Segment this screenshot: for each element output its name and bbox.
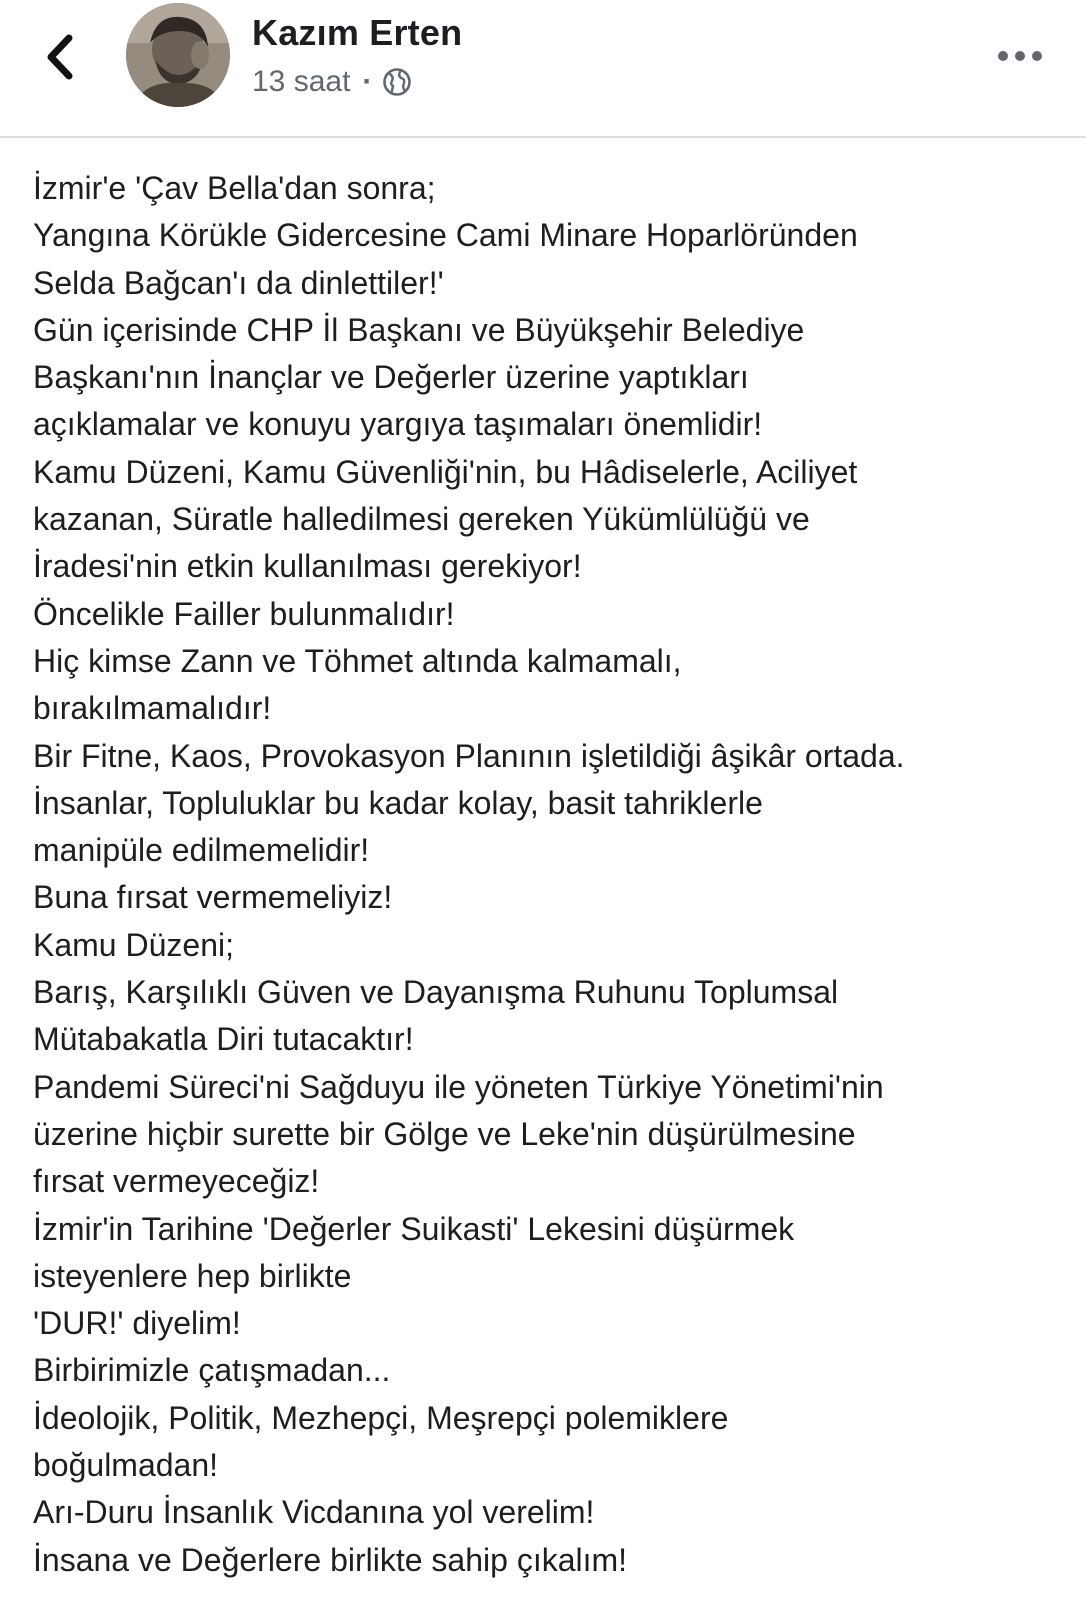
post-line: Başkanı'nın İnançlar ve Değerler üzerine yaptıkları bbox=[33, 359, 749, 396]
post-line: Buna fırsat vermemeliyiz! bbox=[33, 879, 393, 916]
post-header bbox=[0, 0, 1086, 138]
post-line: Hiç kimse Zann ve Töhmet altında kalmamalı, bbox=[33, 642, 682, 679]
post-line: Yangına Körükle Gidercesine Cami Minare Hoparlöründen bbox=[33, 217, 858, 254]
post-line: Barış, Karşılıklı Güven ve Dayanışma Ruhunu Toplumsal bbox=[33, 974, 839, 1011]
post-meta bbox=[252, 62, 412, 102]
post-line: Gün içerisinde CHP İl Başkanı ve Büyükşehir Belediye bbox=[33, 311, 805, 348]
post-line: açıklamalar ve konuyu yargıya taşımaları önemlidir! bbox=[33, 406, 763, 443]
post-line: Selda Bağcan'ı da dinlettiler!' bbox=[33, 264, 444, 301]
post-line: Birbirimizle çatışmadan... bbox=[33, 1352, 391, 1389]
post-line: Arı-Duru İnsanlık Vicdanına yol verelim! bbox=[33, 1494, 595, 1531]
post-line: İradesi'nin etkin kullanılması gerekiyor! bbox=[33, 548, 582, 585]
post-line: kazanan, Süratle halledilmesi gereken Yükümlülüğü ve bbox=[33, 501, 810, 538]
post-line: İnsana ve Değerlere birlikte sahip çıkalım! bbox=[33, 1541, 628, 1578]
profile-avatar bbox=[126, 3, 230, 107]
author-name[interactable]: Kazım Erten bbox=[252, 12, 463, 53]
post-line: Kamu Düzeni, Kamu Güvenliği'nin, bu Hâdiselerle, Aciliyet bbox=[33, 453, 858, 490]
post-line: İzmir'in Tarihine 'Değerler Suikasti' Lekesini düşürmek bbox=[33, 1210, 795, 1247]
post-line: 'DUR!' diyelim! bbox=[33, 1305, 241, 1342]
post-line: Bir Fitne, Kaos, Provokasyon Planının işletildiği âşikâr ortada. bbox=[33, 737, 905, 774]
post-line: İnsanlar, Topluluklar bu kadar kolay, basit tahriklerle bbox=[33, 784, 763, 821]
chevron-left-icon bbox=[43, 32, 77, 82]
avatar[interactable] bbox=[126, 3, 230, 107]
post-line: Öncelikle Failler bulunmalıdır! bbox=[33, 595, 455, 632]
post-line: İzmir'e 'Çav Bella'dan sonra; bbox=[33, 170, 436, 206]
post-line: fırsat vermeyeceğiz! bbox=[33, 1163, 320, 1200]
post-line: Kamu Düzeni; bbox=[33, 926, 234, 963]
more-options-button[interactable] bbox=[990, 36, 1050, 76]
post-line: İdeolojik, Politik, Mezhepçi, Meşrepçi polemiklere bbox=[33, 1399, 729, 1436]
more-horizontal-icon bbox=[997, 50, 1043, 62]
post-line: isteyenlere hep birlikte bbox=[33, 1257, 352, 1294]
post-line: üzerine hiçbir surette bir Gölge ve Leke'nin düşürülmesine bbox=[33, 1115, 856, 1152]
back-button[interactable] bbox=[30, 22, 90, 92]
post-line: manipüle edilmemelidir! bbox=[33, 832, 370, 869]
post-text bbox=[33, 165, 1078, 1584]
post-timestamp[interactable]: 13 saat bbox=[252, 65, 351, 98]
post-line: Pandemi Süreci'ni Sağduyu ile yöneten Türkiye Yönetimi'nin bbox=[33, 1068, 884, 1105]
globe-icon[interactable] bbox=[382, 67, 412, 97]
post-line: bırakılmamalıdır! bbox=[33, 690, 272, 727]
post-line: Mütabakatla Diri tutacaktır! bbox=[33, 1021, 414, 1058]
post-line: boğulmadan! bbox=[33, 1447, 219, 1484]
meta-separator: · bbox=[362, 65, 373, 98]
